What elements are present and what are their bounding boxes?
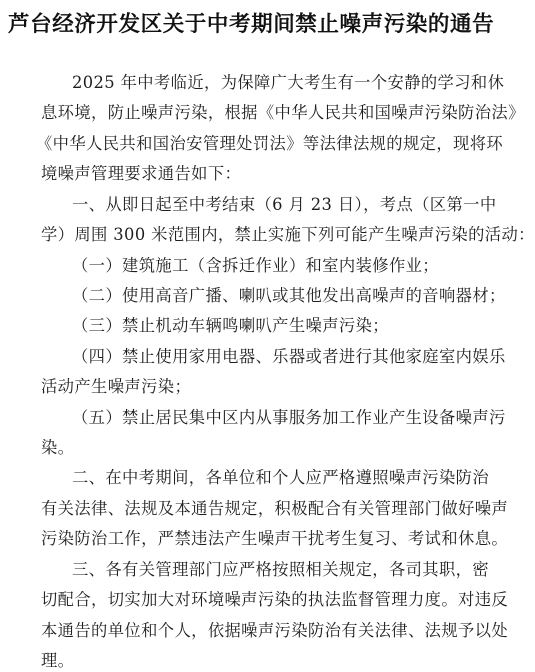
paragraph-line: 有关法律、法规及本通告规定，积极配合有关管理部门做好噪声 xyxy=(41,499,509,518)
paragraph-line: 《中华人民共和国治安管理处罚法》等法律法规的规定，现将环 xyxy=(36,134,504,153)
paragraph-line: 三、各有关管理部门应严格按照相关规定，各司其职，密 xyxy=(72,560,490,579)
paragraph-line: 理。 xyxy=(41,651,75,670)
paragraph-line: 一、从即日起至中考结束（6 月 23 日），考点（区第一中 xyxy=(72,195,497,214)
paragraph-line: 切配合，切实加大对环境噪声污染的执法监督管理力度。对违反 xyxy=(41,590,509,609)
notice-title: 芦台经济开发区关于中考期间禁止噪声污染的通告 xyxy=(8,12,495,37)
paragraph-line: 本通告的单位和个人，依据噪声污染防治有关法律、法规予以处 xyxy=(41,621,509,640)
paragraph-line: 学）周围 300 米范围内，禁止实施下列可能产生噪声污染的活动： xyxy=(41,225,535,244)
list-item-4-cont: 活动产生噪声污染； xyxy=(41,377,192,396)
list-item-5-cont: 染。 xyxy=(41,438,75,457)
paragraph-line: 境噪声管理要求通告如下： xyxy=(41,164,242,183)
list-item-3: （三）禁止机动车辆鸣喇叭产生噪声污染； xyxy=(72,316,389,335)
list-item-1: （一）建筑施工（含拆迁作业）和室内装修作业； xyxy=(72,256,439,275)
paragraph-line: 息环境，防止噪声污染，根据《中华人民共和国噪声污染防治法》 xyxy=(41,103,525,122)
paragraph-line: 二、在中考期间，各单位和个人应严格遵照噪声污染防治 xyxy=(72,468,490,487)
list-item-2: （二）使用高音广播、喇叭或其他发出高噪声的音响器材； xyxy=(72,286,506,305)
list-item-4: （四）禁止使用家用电器、乐器或者进行其他家庭室内娱乐 xyxy=(72,347,506,366)
paragraph-line: 污染防治工作，严禁违法产生噪声干扰考生复习、考试和休息。 xyxy=(41,529,509,548)
paragraph-line: 2025 年中考临近，为保障广大考生有一个安静的学习和休 xyxy=(72,73,505,92)
list-item-5: （五）禁止居民集中区内从事服务加工作业产生设备噪声污 xyxy=(72,408,506,427)
